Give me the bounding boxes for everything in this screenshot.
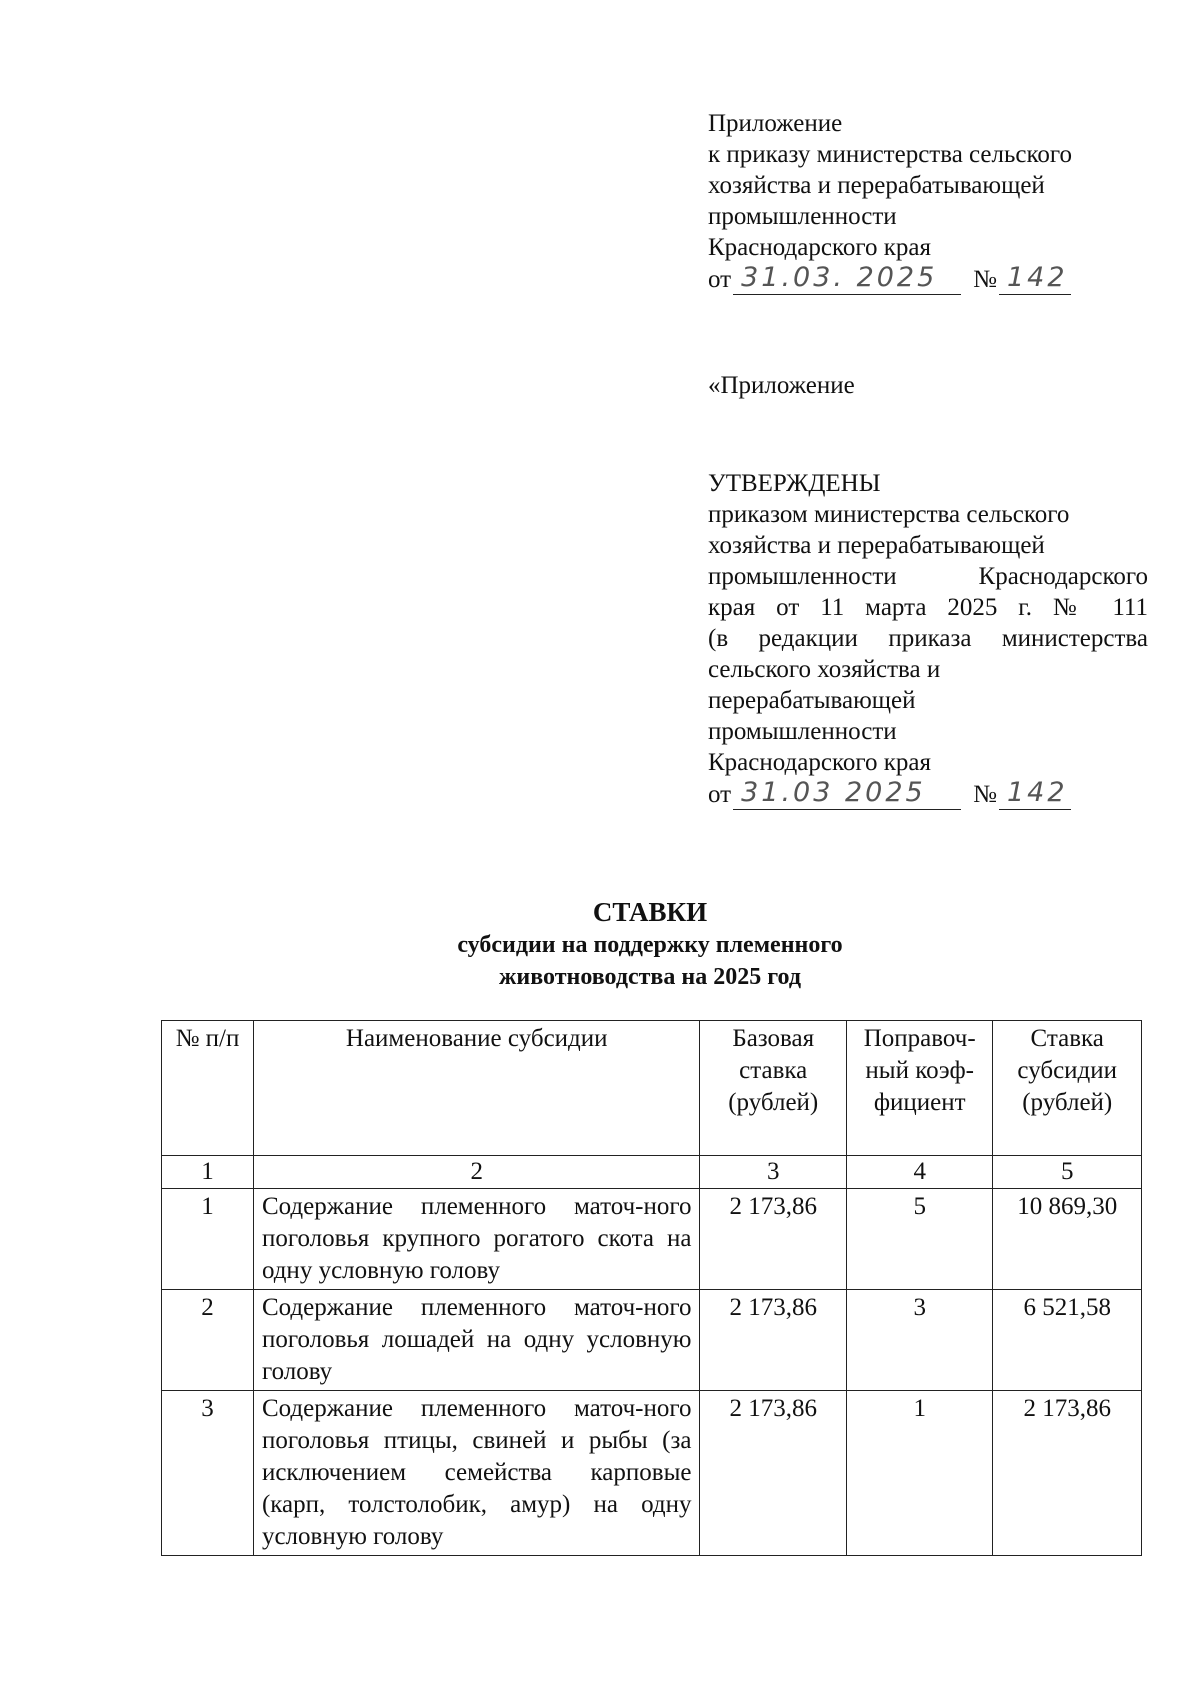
row-coefficient: 3	[846, 1290, 992, 1391]
approval-title: УТВЕРЖДЕНЫ	[708, 470, 881, 497]
approval-line: хозяйства и перерабатывающей	[708, 532, 1045, 559]
number-field	[999, 778, 1071, 810]
approval-line: промышленности	[708, 718, 897, 745]
column-number: 4	[846, 1156, 992, 1189]
column-number-row	[162, 1156, 1142, 1189]
approval-line: края от 11 марта 2025 г. № 111	[708, 594, 1148, 621]
approval-line: (в редакции приказа министерства	[708, 625, 1148, 652]
row-coefficient: 1	[846, 1391, 992, 1556]
number-field	[999, 263, 1071, 295]
approval-block	[708, 468, 1148, 810]
approval-line: перерабатывающей	[708, 687, 916, 714]
row-name: Содержание племенного маточ-ного поголовья крупного рогатого скота на одну условную голову	[253, 1189, 700, 1290]
column-number: 3	[700, 1156, 846, 1189]
quote-appendix-block	[708, 370, 1148, 401]
appendix-header-line: хозяйства и перерабатывающей	[708, 172, 1045, 199]
rates-heading	[150, 895, 1150, 993]
rates-title: СТАВКИ	[592, 897, 708, 927]
number-sign: №	[973, 781, 997, 808]
quote-appendix-label: «Приложение	[708, 372, 855, 399]
header-base-rate: Базовая ставка (рублей)	[700, 1021, 846, 1156]
row-number: 1	[162, 1189, 254, 1290]
row-subsidy-rate: 10 869,30	[993, 1189, 1142, 1290]
date-prefix: от	[708, 781, 732, 808]
row-name: Содержание племенного маточ-ного поголовья лошадей на одну условную голову	[253, 1290, 700, 1391]
handwritten-date: 31.03 2025	[741, 777, 926, 808]
table-row	[162, 1189, 1142, 1290]
header-coefficient: Поправоч-ный коэф-фициент	[846, 1021, 992, 1156]
row-base-rate: 2 173,86	[700, 1391, 846, 1556]
row-number: 2	[162, 1290, 254, 1391]
table-row	[162, 1391, 1142, 1556]
appendix-header-line: промышленности	[708, 203, 897, 230]
column-number: 2	[253, 1156, 700, 1189]
handwritten-number: 142	[1006, 262, 1068, 293]
appendix-header-line: к приказу министерства сельского	[708, 141, 1073, 168]
row-subsidy-rate: 6 521,58	[993, 1290, 1142, 1391]
date-field	[733, 263, 961, 295]
table-row	[162, 1290, 1142, 1391]
header-number: № п/п	[162, 1021, 254, 1156]
column-number: 5	[993, 1156, 1142, 1189]
approval-line: сельского хозяйства и	[708, 656, 941, 683]
approval-date-number-line	[708, 778, 1148, 810]
approval-line: Краснодарского края	[708, 749, 931, 776]
column-number: 1	[162, 1156, 254, 1189]
row-base-rate: 2 173,86	[700, 1290, 846, 1391]
order-date-number-line	[708, 263, 1148, 295]
table-header-row	[162, 1021, 1142, 1156]
rates-subtitle-line: субсидии на поддержку племенного	[457, 932, 843, 958]
number-sign: №	[973, 266, 997, 293]
rates-subtitle-line: животноводства на 2025 год	[499, 964, 801, 990]
handwritten-date: 31.03. 2025	[741, 262, 938, 293]
subsidy-rates-table	[161, 1020, 1142, 1556]
appendix-header	[708, 108, 1148, 295]
handwritten-number: 142	[1006, 777, 1068, 808]
row-number: 3	[162, 1391, 254, 1556]
date-field	[733, 778, 961, 810]
row-base-rate: 2 173,86	[700, 1189, 846, 1290]
appendix-header-line: Краснодарского края	[708, 234, 931, 261]
approval-line: промышленности Краснодарского	[708, 563, 1148, 590]
row-name: Содержание племенного маточ-ного поголовья птицы, свиней и рыбы (за исключением семейства карповые (карп, толстолобик, амур) на одну условную голову	[253, 1391, 700, 1556]
header-subsidy-rate: Ставка субсидии (рублей)	[993, 1021, 1142, 1156]
appendix-header-line: Приложение	[708, 110, 843, 137]
header-name: Наименование субсидии	[253, 1021, 700, 1156]
row-subsidy-rate: 2 173,86	[993, 1391, 1142, 1556]
approval-line: приказом министерства сельского	[708, 501, 1070, 528]
row-coefficient: 5	[846, 1189, 992, 1290]
date-prefix: от	[708, 266, 732, 293]
